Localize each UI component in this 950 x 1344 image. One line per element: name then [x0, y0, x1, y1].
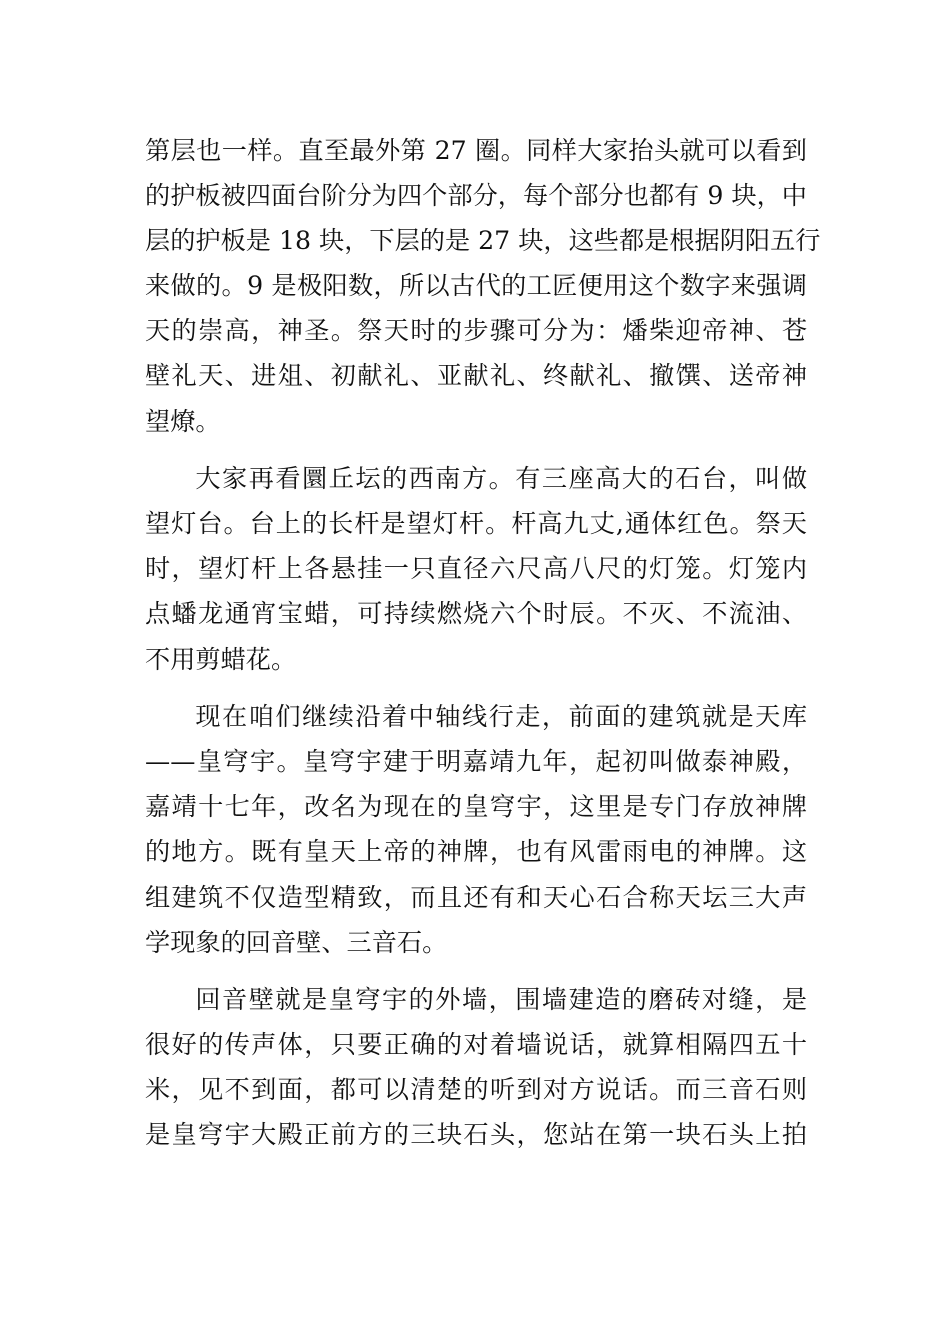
body-line: 第层也一样。直至最外第 27 圈。同样大家抬头就可以看到	[145, 136, 807, 165]
body-line: 的地方。既有皇天上帝的神牌，也有风雷雨电的神牌。这	[145, 837, 807, 867]
paragraph-gap	[145, 682, 807, 695]
body-line: 现在咱们继续沿着中轴线行走，前面的建筑就是天库	[195, 702, 807, 732]
body-line: 米，见不到面，都可以清楚的听到对方说话。而三音石则	[145, 1075, 807, 1105]
body-line: 层的护板是 18 块，下层的是 27 块，这些都是根据阴阳五行	[145, 226, 821, 256]
body-line: 大家再看圜丘坛的西南方。有三座高大的石台，叫做	[195, 464, 807, 494]
body-line: 很好的传声体，只要正确的对着墙说话，就算相隔四五十	[145, 1030, 807, 1060]
body-line: 嘉靖十七年，改名为现在的皇穹宇，这里是专门存放神牌	[145, 792, 807, 822]
body-line: 天的崇高，神圣。祭天时的步骤可分为：燔柴迎帝神、苍	[145, 316, 807, 346]
body-line: 来做的。9 是极阳数，所以古代的工匠便用这个数字来强调	[145, 271, 807, 301]
body-line: 时，望灯杆上各悬挂一只直径六尺高八尺的灯笼。灯笼内	[145, 554, 807, 584]
body-line: 壁礼天、进俎、初献礼、亚献礼、终献礼、撤馔、送帝神	[145, 361, 807, 391]
body-line: 学现象的回音壁、三音石。	[145, 927, 448, 957]
paragraph-gap	[145, 444, 807, 457]
document-body	[145, 128, 821, 1158]
paragraph-gap	[145, 965, 807, 978]
body-line: 不用剪蜡花。	[145, 644, 297, 674]
body-line: 望灯台。台上的长杆是望灯杆。杆高九丈,通体红色。祭天	[145, 509, 807, 539]
body-line: 组建筑不仅造型精致，而且还有和天心石合称天坛三大声	[145, 882, 807, 912]
body-line: 回音壁就是皇穹宇的外墙，围墙建造的磨砖对缝，是	[195, 985, 807, 1015]
body-line: 是皇穹宇大殿正前方的三块石头，您站在第一块石头上拍	[145, 1120, 807, 1150]
body-line: 点蟠龙通宵宝蜡，可持续燃烧六个时辰。不灭、不流油、	[145, 599, 807, 629]
body-line: 的护板被四面台阶分为四个部分，每个部分也都有 9 块，中	[145, 181, 807, 211]
body-line: 望燎。	[145, 406, 221, 436]
body-line: ——皇穹宇。皇穹宇建于明嘉靖九年，起初叫做泰神殿，	[145, 747, 807, 777]
